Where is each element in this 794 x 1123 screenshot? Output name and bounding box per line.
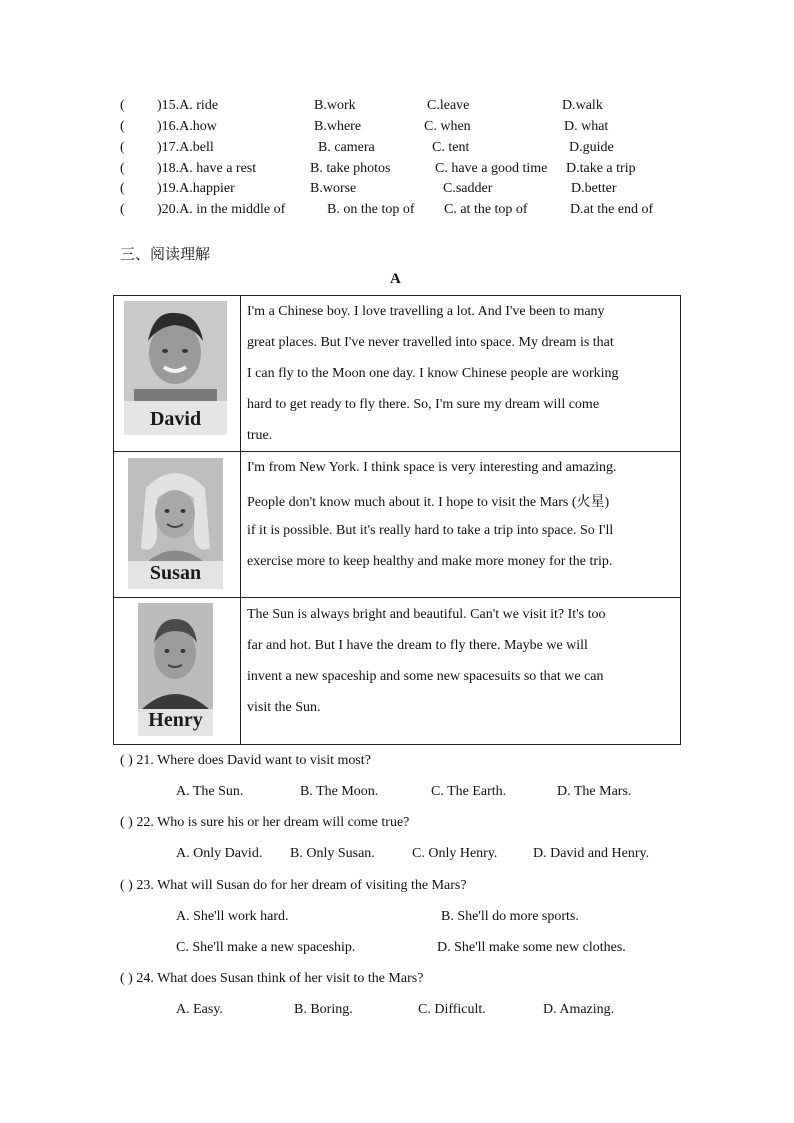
passage-line: visit the Sun.: [247, 700, 321, 715]
option-d: D. what: [564, 119, 609, 134]
option-c: C. tent: [432, 140, 470, 155]
option-c: C.sadder: [443, 181, 493, 196]
question-stem: ( ) 21. Where does David want to visit most?: [120, 753, 371, 768]
option-c: C. have a good time: [435, 161, 548, 176]
option-d: D.at the end of: [570, 202, 654, 217]
question-stem: ( ) 24. What does Susan think of her visit to the Mars?: [120, 971, 424, 986]
passage-line: I'm from New York. I think space is very interesting and amazing.: [247, 460, 617, 475]
option-d: D. The Mars.: [557, 784, 632, 799]
option-b: B. The Moon.: [300, 784, 379, 799]
passage-line: I'm a Chinese boy. I love travelling a lot. And I've been to many: [247, 304, 605, 319]
option-d: D.take a trip: [566, 161, 636, 176]
passage-line: I can fly to the Moon one day. I know Chinese people are working: [247, 366, 619, 381]
option-b: B. Boring.: [294, 1002, 353, 1017]
answer-paren: (: [120, 98, 125, 113]
option-a: A. Only David.: [176, 846, 263, 861]
option-d: D.better: [571, 181, 617, 196]
option-c: C. She'll make a new spaceship.: [176, 940, 356, 955]
option-a: )19.A.happier: [157, 181, 235, 196]
option-b: B.worse: [310, 181, 357, 196]
passage-line: if it is possible. But it's really hard to take a trip into space. So I'll: [247, 523, 614, 538]
david-photo: [124, 301, 227, 435]
passage-line: hard to get ready to fly there. So, I'm sure my dream will come: [247, 397, 600, 412]
section-title: 三、阅读理解: [120, 245, 211, 263]
question-stem: ( ) 23. What will Susan do for her dream of visiting the Mars?: [120, 878, 467, 893]
option-c: C. The Earth.: [431, 784, 507, 799]
question-stem: ( ) 22. Who is sure his or her dream will come true?: [120, 815, 410, 830]
option-c: C. when: [424, 119, 471, 134]
option-d: D.guide: [569, 140, 614, 155]
answer-paren: (: [120, 119, 125, 134]
answer-paren: (: [120, 161, 125, 176]
passage-line: invent a new spaceship and some new spacesuits so that we can: [247, 669, 604, 684]
option-a: )16.A.how: [157, 119, 217, 134]
option-c: C. Difficult.: [418, 1002, 486, 1017]
passage-line: exercise more to keep healthy and make more money for the trip.: [247, 554, 613, 569]
passage-line: The Sun is always bright and beautiful. Can't we visit it? It's too: [247, 607, 606, 622]
option-b: B.work: [314, 98, 356, 113]
answer-paren: (: [120, 181, 125, 196]
henry-photo: [138, 603, 213, 736]
option-b: B.where: [314, 119, 362, 134]
option-b: B. Only Susan.: [290, 846, 375, 861]
option-a: A. The Sun.: [176, 784, 244, 799]
passage-line: great places. But I've never travelled into space. My dream is that: [247, 335, 614, 350]
option-b: B. She'll do more sports.: [441, 909, 579, 924]
option-a: )15.A. ride: [157, 98, 219, 113]
option-a: A. She'll work hard.: [176, 909, 289, 924]
option-d: D. She'll make some new clothes.: [437, 940, 626, 955]
row-divider: [113, 451, 681, 452]
passage-line: People don't know much about it. I hope to visit the Mars (火星): [247, 495, 610, 510]
photo-caption: Susan: [149, 562, 202, 584]
option-b: B. take photos: [310, 161, 391, 176]
answer-paren: (: [120, 140, 125, 155]
option-a: )20.A. in the middle of: [157, 202, 286, 217]
passage-label: A: [390, 271, 401, 287]
row-divider: [113, 597, 681, 598]
option-c: C. at the top of: [444, 202, 528, 217]
passage-line: far and hot. But I have the dream to fly there. Maybe we will: [247, 638, 588, 653]
option-a: )18.A. have a rest: [157, 161, 257, 176]
option-b: B. on the top of: [327, 202, 415, 217]
photo-caption: David: [149, 408, 202, 430]
photo-caption: Henry: [148, 709, 203, 731]
option-d: D.walk: [562, 98, 603, 113]
column-divider: [240, 295, 241, 745]
passage-line: true.: [247, 428, 273, 443]
option-b: B. camera: [318, 140, 375, 155]
option-a: )17.A.bell: [157, 140, 214, 155]
option-c: C.leave: [427, 98, 470, 113]
option-d: D. Amazing.: [543, 1002, 615, 1017]
answer-paren: (: [120, 202, 125, 217]
option-d: D. David and Henry.: [533, 846, 650, 861]
option-a: A. Easy.: [176, 1002, 223, 1017]
option-c: C. Only Henry.: [412, 846, 498, 861]
susan-photo: [128, 458, 223, 589]
